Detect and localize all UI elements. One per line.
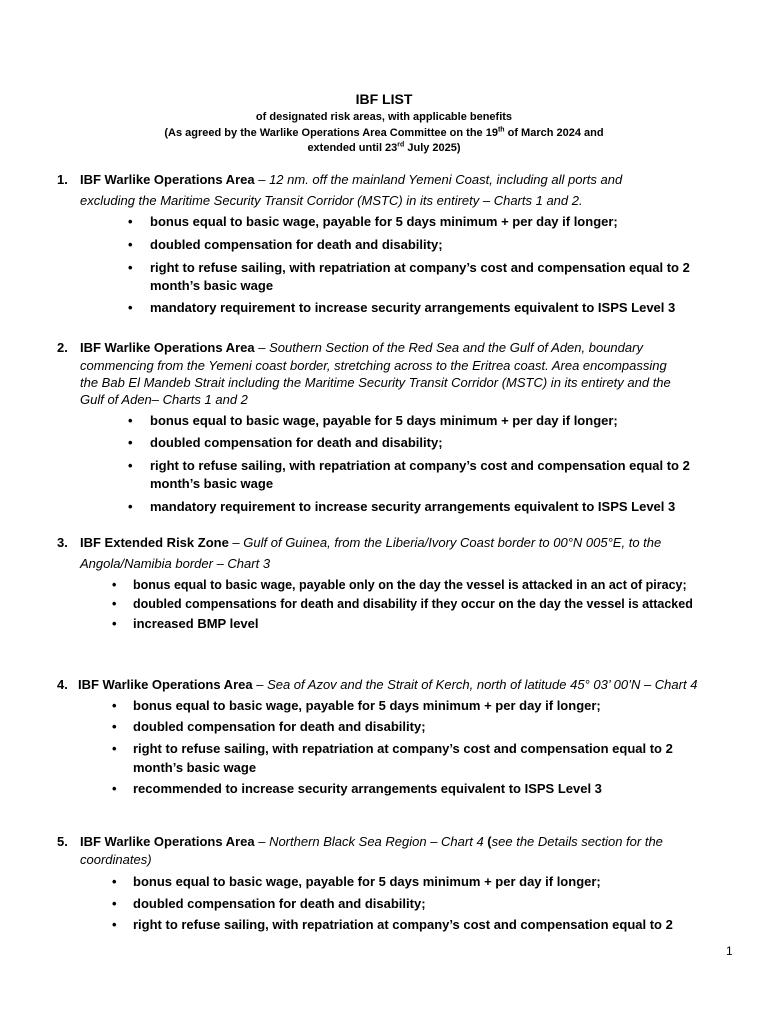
- bullet-item-cont: month’s basic wage: [150, 476, 274, 491]
- page-title: IBF LIST: [355, 91, 413, 107]
- agreement-note: (As agreed by the Warlike Operations Area Committee on the 19th of March 2024 and: [164, 126, 604, 139]
- item-text-cont: excluding the Maritime Security Transit Corridor (MSTC) in its entirety – Charts 1 and 2.: [80, 193, 583, 208]
- bullet-item-cont: month’s basic wage: [133, 760, 257, 775]
- page-number: 1: [726, 944, 733, 958]
- item-number: 2.: [57, 340, 68, 355]
- item-text-cont: Gulf of Aden– Charts 1 and 2: [80, 392, 248, 407]
- item-number: 4.: [57, 677, 68, 692]
- item-number: 1.: [57, 172, 68, 187]
- page-subtitle: of designated risk areas, with applicable benefits: [255, 111, 513, 123]
- bullet-item-cont: month’s basic wage: [150, 278, 274, 293]
- extension-note: extended until 23rd July 2025): [307, 141, 461, 154]
- item-text: IBF Warlike Operations Area – Southern Section of the Red Sea and the Gulf of Aden, boundary: [80, 340, 643, 355]
- item-text: IBF Warlike Operations Area – 12 nm. off the mainland Yemeni Coast, including all ports and: [80, 172, 623, 187]
- item-text-cont: Angola/Namibia border – Chart 3: [80, 556, 271, 571]
- item-text: IBF Extended Risk Zone – Gulf of Guinea, from the Liberia/Ivory Coast border to 00°N 005°E, to the: [80, 535, 662, 550]
- item-text-cont: coordinates): [80, 852, 152, 867]
- item-number: 3.: [57, 535, 68, 550]
- item-text-cont: commencing from the Yemeni coast border, stretching across to the Eritrea coast. Area encompassing: [80, 358, 667, 373]
- item-text: IBF Warlike Operations Area – Northern Black Sea Region – Chart 4 (see the Details section for the: [80, 834, 663, 849]
- item-text-cont: the Bab El Mandeb Strait including the Maritime Security Transit Corridor (MSTC) in its entirety and the: [80, 375, 671, 390]
- item-number: 5.: [57, 834, 68, 849]
- item-text: IBF Warlike Operations Area – Sea of Azov and the Strait of Kerch, north of latitude 45° 03’ 00’N – Chart 4: [78, 677, 698, 692]
